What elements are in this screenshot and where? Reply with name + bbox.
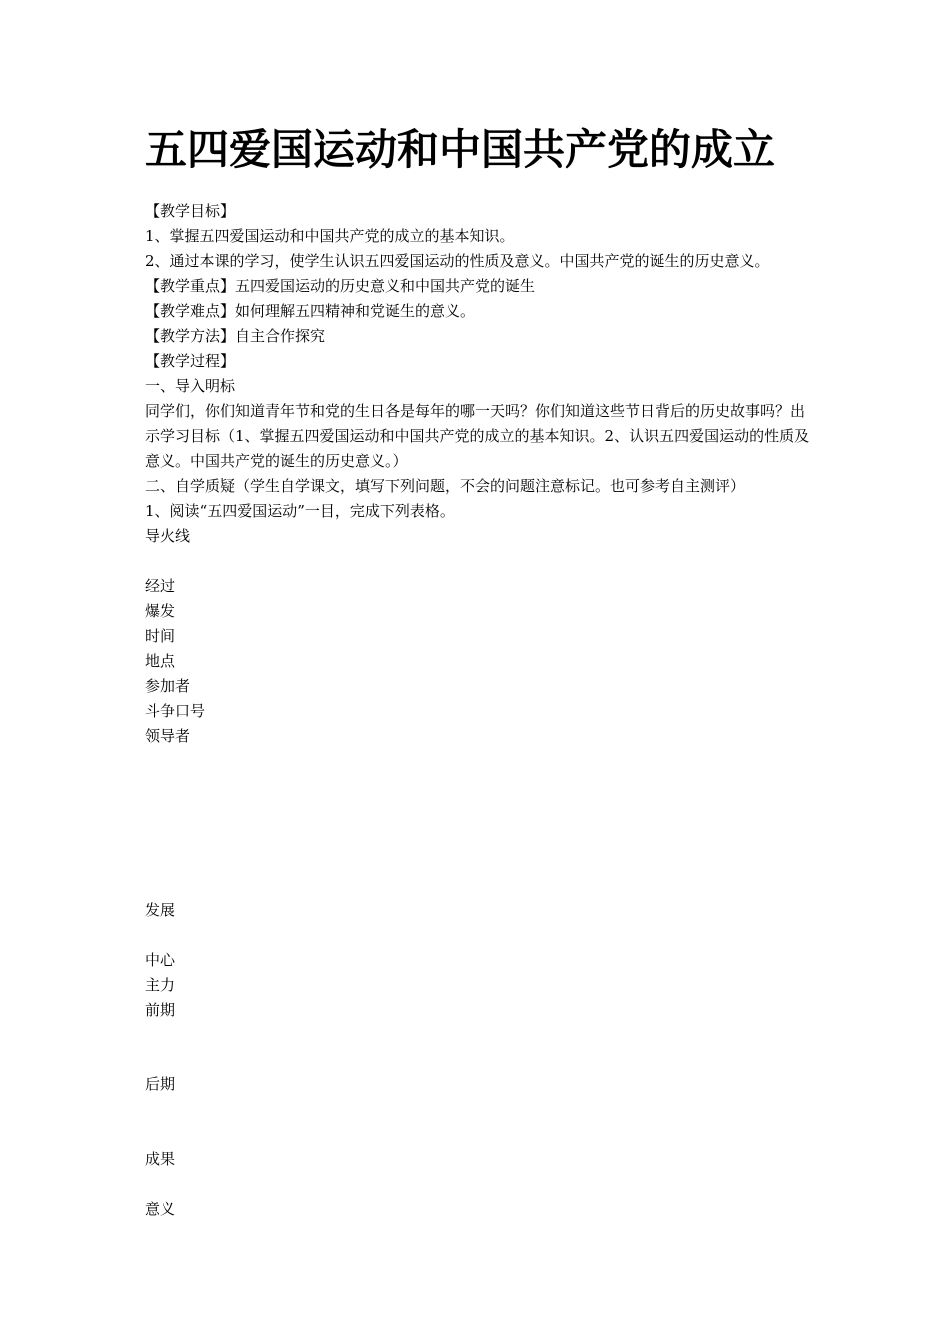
label-early-stage: 前期	[145, 1001, 176, 1019]
label-leader: 领导者	[145, 727, 191, 745]
label-participants: 参加者	[145, 677, 191, 695]
step-1-text: 同学们，你们知道青年节和党的生日各是每年的哪一天吗？你们知道这些节日背后的历史故事吗？出示学习目标（1、掌握五四爱国运动和中国共产党的成立的基本知识。2、认识五四爱国运动的性质及意义。中国共产党的诞生的历史意义。）	[145, 402, 810, 470]
objective-2: 2、通过本课的学习，使学生认识五四爱国运动的性质及意义。中国共产党的诞生的历史意义。	[145, 252, 770, 270]
step-2-heading: 二、自学质疑（学生自学课文，填写下列问题，不会的问题注意标记。也可参考自主测评）	[145, 477, 746, 495]
key-points: 【教学重点】五四爱国运动的历史意义和中国共产党的诞生	[145, 277, 536, 295]
label-late-stage: 后期	[145, 1075, 176, 1093]
objective-1: 1、掌握五四爱国运动和中国共产党的成立的基本知识。	[145, 227, 515, 245]
label-fuse: 导火线	[145, 527, 191, 545]
label-result: 成果	[145, 1150, 176, 1168]
label-outbreak: 爆发	[145, 602, 176, 620]
teaching-method: 【教学方法】自主合作探究	[145, 327, 326, 345]
label-main-force: 主力	[145, 976, 176, 994]
label-development: 发展	[145, 901, 176, 919]
step-1-heading: 一、导入明标	[145, 377, 236, 395]
objectives-heading: 【教学目标】	[145, 202, 236, 220]
label-time: 时间	[145, 627, 176, 645]
difficulties: 【教学难点】如何理解五四精神和党诞生的意义。	[145, 302, 476, 320]
page-title: 五四爱国运动和中国共产党的成立	[145, 125, 776, 174]
label-significance: 意义	[145, 1200, 176, 1218]
process-heading: 【教学过程】	[145, 352, 236, 370]
label-place: 地点	[145, 652, 176, 670]
label-slogan: 斗争口号	[145, 702, 206, 720]
label-course: 经过	[145, 577, 176, 595]
label-center: 中心	[145, 951, 176, 969]
step-2-task: 1、阅读“五四爱国运动”一目，完成下列表格。	[145, 502, 455, 520]
